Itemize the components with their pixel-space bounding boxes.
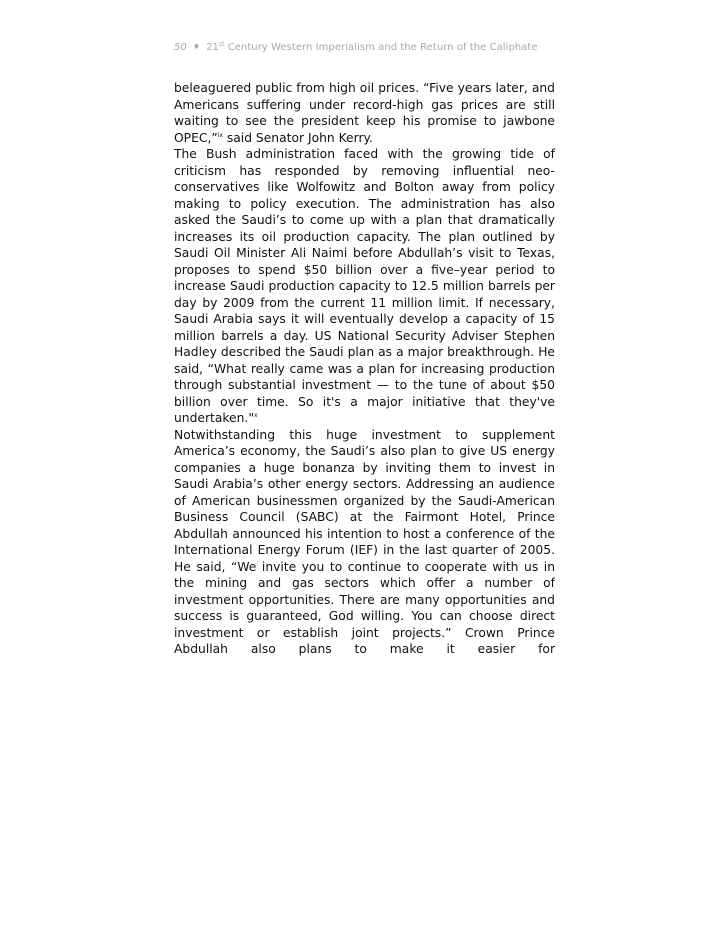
diamond-bullet-icon: ♦ bbox=[192, 42, 201, 51]
paragraph-text: said Senator John Kerry. bbox=[222, 130, 373, 145]
paragraph-text: beleaguered public from high oil prices. “Five years later, and Americans suffering under record-high gas prices are still waiting to see the president keep his promise to jawbone OPEC,” bbox=[174, 81, 555, 145]
footnote-reference[interactable]: ix bbox=[217, 131, 223, 139]
footnote-reference[interactable]: x bbox=[253, 412, 258, 419]
body-paragraph bbox=[174, 80, 555, 146]
header-title-prefix: 21 bbox=[206, 42, 219, 53]
header-title-superscript: st bbox=[218, 41, 225, 48]
body-paragraph bbox=[174, 427, 555, 658]
page-number: 50 bbox=[174, 42, 187, 53]
body-text bbox=[174, 80, 555, 658]
header-title-rest: Century Western Imperialism and the Return of the Caliphate bbox=[224, 42, 538, 53]
paragraph-text: Notwithstanding this huge investment to supplement America’s economy, the Saudi’s also plan to give US energy companies a huge bonanza by inviting them to invest in Saudi Arabia’s other energy sectors. Addressing an audience of American businessmen organized by the Saudi-American Business Council (SABC) at the Fairmont Hotel, Prince Abdullah announced his intention to host a conference of the International Energy Forum (IEF) in the last quarter of 2005. He said, “We invite you to continue to cooperate with us in the mining and gas sectors which offer a number of investment opportunities. There are many opportunities and success is guaranteed, God willing. You can choose direct investment or establish joint projects.” Crown Prince Abdullah also plans to make it easier for bbox=[174, 427, 555, 656]
running-header bbox=[174, 41, 538, 53]
body-paragraph bbox=[174, 146, 555, 427]
paragraph-text: The Bush administration faced with the growing tide of criticism has responded by removing influential neo-conservatives like Wolfowitz and Bolton away from policy making to policy execution. The administration has also asked the Saudi’s to come up with a plan that dramatically increases its oil production capacity. The plan outlined by Saudi Oil Minister Ali Naimi before Abdullah’s visit to Texas, proposes to spend $50 billion over a five–year period to increase Saudi production capacity to 12.5 million barrels per day by 2009 from the current 11 million limit. If necessary, Saudi Arabia says it will eventually develop a capacity of 15 million barrels a day. US National Security Adviser Stephen Hadley described the Saudi plan as a major breakthrough. He said, “What really came was a plan for increasing production through substantial investment — to the tune of about $50 billion over time. So it's a major initiative that they've undertaken." bbox=[174, 147, 555, 425]
